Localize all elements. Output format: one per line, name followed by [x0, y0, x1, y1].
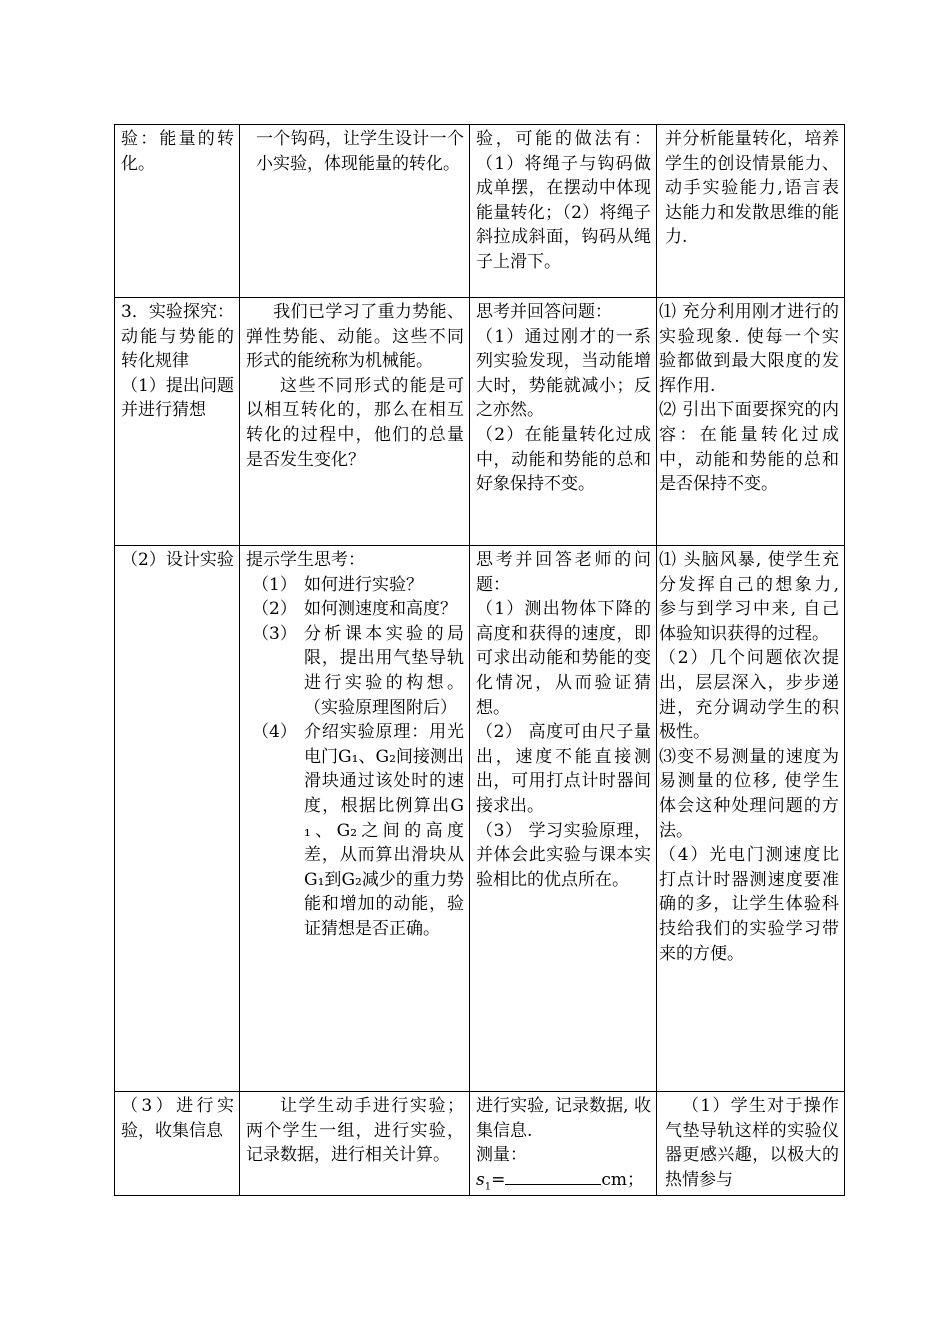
measure-subscript: 1 — [484, 1181, 492, 1193]
measure-equals: = — [491, 1169, 506, 1190]
cell-text: （4）光电门测速度比打点计时器测速度要准确的多，让学生体验科技给我们的实验学习带来的方便。 — [659, 845, 839, 964]
cell-text: 这些不同形式的能是可以相互转化的，那么在相互转化的过程中，他们的总量是否发生变化？ — [246, 375, 464, 470]
cell-text: （1）通过刚才的一系列实验发现，当动能增大时，势能就减小；反之亦然。 — [476, 326, 651, 421]
cell-student — [470, 125, 657, 298]
cell-student — [470, 1092, 657, 1196]
list-number: （3） — [252, 623, 297, 644]
cell-text: ⑵ 引出下面要探究的内容：在能量转化过成中，动能和势能的总和是否保持不变。 — [659, 400, 839, 495]
cell-text: （3）进行实验，收集信息 — [121, 1096, 234, 1141]
cell-stage — [115, 1092, 240, 1196]
list-item — [246, 597, 464, 622]
cell-text: 进行实验, 记录数据, 收集信息. — [476, 1096, 651, 1141]
cell-text: （2） 高度可由尺子量出，速度不能直接测出，可用打点计时器间接求出。 — [476, 722, 651, 816]
list-number: （4） — [252, 722, 297, 743]
measure-unit: cm； — [601, 1169, 645, 1190]
cell-text: 3．实验探究：动能与势能的转化规律 — [121, 302, 234, 372]
lesson-plan-table — [114, 124, 845, 1196]
cell-text: （1）学生对于操作气垫导轨这样的实验仪器更感兴趣，以极大的热情参与 — [665, 1096, 839, 1190]
list-number: （2） — [252, 599, 297, 620]
cell-text: 我们已学习了重力势能、弹性势能、动能。这些不同形式的能统称为机械能。 — [246, 302, 464, 372]
list-item — [246, 573, 464, 598]
cell-teacher — [240, 546, 470, 1092]
cell-text: 让学生动手进行实验；两个学生一组，进行实验，记录数据，进行相关计算。 — [246, 1096, 464, 1166]
cell-teacher — [240, 125, 470, 298]
cell-text: 验，可能的做法有：（1）将绳子与钩码做成单摆，在摆动中体现能量转化；（2）将绳子斜拉成斜面，钩码从绳子上滑下。 — [476, 129, 651, 272]
measure-variable: s — [476, 1169, 485, 1190]
cell-text: 一个钩码，让学生设计一个小实验，体现能量的转化。 — [256, 129, 464, 174]
cell-text: ⑶变不易测量的速度为易测量的位移, 使学生体会这种处理问题的方法。 — [659, 746, 839, 841]
list-text: 如何测速度和高度？ — [304, 599, 457, 620]
measurement-line — [476, 1168, 651, 1193]
cell-text: （2）设计实验 — [121, 550, 234, 570]
cell-text: ⑴ 充分利用刚才进行的实验现象. 使每一个实验都做到最大限度的发挥作用. — [659, 302, 839, 396]
table-row — [115, 1092, 845, 1196]
measure-blank — [505, 1170, 601, 1185]
list-text: 如何进行实验？ — [304, 574, 423, 595]
cell-teacher — [240, 298, 470, 546]
cell-text: 思考并回答问题： — [476, 302, 612, 322]
cell-text: （1）提出问题并进行猜想 — [121, 375, 234, 421]
table-row — [115, 298, 845, 546]
list-number: （1） — [252, 574, 297, 595]
cell-teacher — [240, 1092, 470, 1196]
table-row — [115, 125, 845, 298]
cell-stage — [115, 125, 240, 298]
cell-text: （2）几个问题依次提出，层层深入，步步递进，充分调动学生的积极性。 — [659, 648, 839, 743]
cell-text: 测量： — [476, 1145, 527, 1166]
list-item — [246, 622, 464, 720]
cell-intent — [657, 125, 845, 298]
cell-student — [470, 298, 657, 546]
list-text: 分析课本实验的局限，提出用气垫导轨进行实验的构想。（实验原理图附后） — [304, 623, 464, 718]
cell-text: 验：能量的转化。 — [121, 129, 234, 174]
cell-text: 并分析能量转化，培养学生的创设情景能力、动手实验能力,语言表达能力和发散思维的能力. — [665, 129, 839, 248]
cell-text: ⑴ 头脑风暴, 使学生充分发挥自己的想象力, 参与到学习中来, 自己体验知识获得的过程。 — [659, 550, 839, 644]
list-text: 介绍实验原理：用光电门G₁、G₂间接测出滑块通过该处时的速度，根据比例算出G₁、G₂之间的高度差，从而算出滑块从G₁到G₂减少的重力势能和增加的动能，验证猜想是否正确。 — [304, 722, 464, 939]
cell-text: （2）在能量转化过成中，动能和势能的总和好象保持不变。 — [476, 424, 651, 495]
cell-text: （3） 学习实验原理，并体会此实验与课本实验相比的优点所在。 — [476, 820, 651, 890]
cell-intent — [657, 1092, 845, 1196]
cell-intent — [657, 298, 845, 546]
cell-text: 思考并回答老师的问题： — [476, 550, 651, 595]
cell-student — [470, 546, 657, 1092]
list-item — [246, 720, 464, 941]
cell-stage — [115, 546, 240, 1092]
cell-intent — [657, 546, 845, 1092]
cell-text: 提示学生思考： — [246, 550, 365, 570]
table-row — [115, 546, 845, 1092]
cell-stage — [115, 298, 240, 546]
cell-text: （1）测出物体下降的高度和获得的速度，即可求出动能和势能的变化情况，从而验证猜想。 — [476, 599, 651, 718]
